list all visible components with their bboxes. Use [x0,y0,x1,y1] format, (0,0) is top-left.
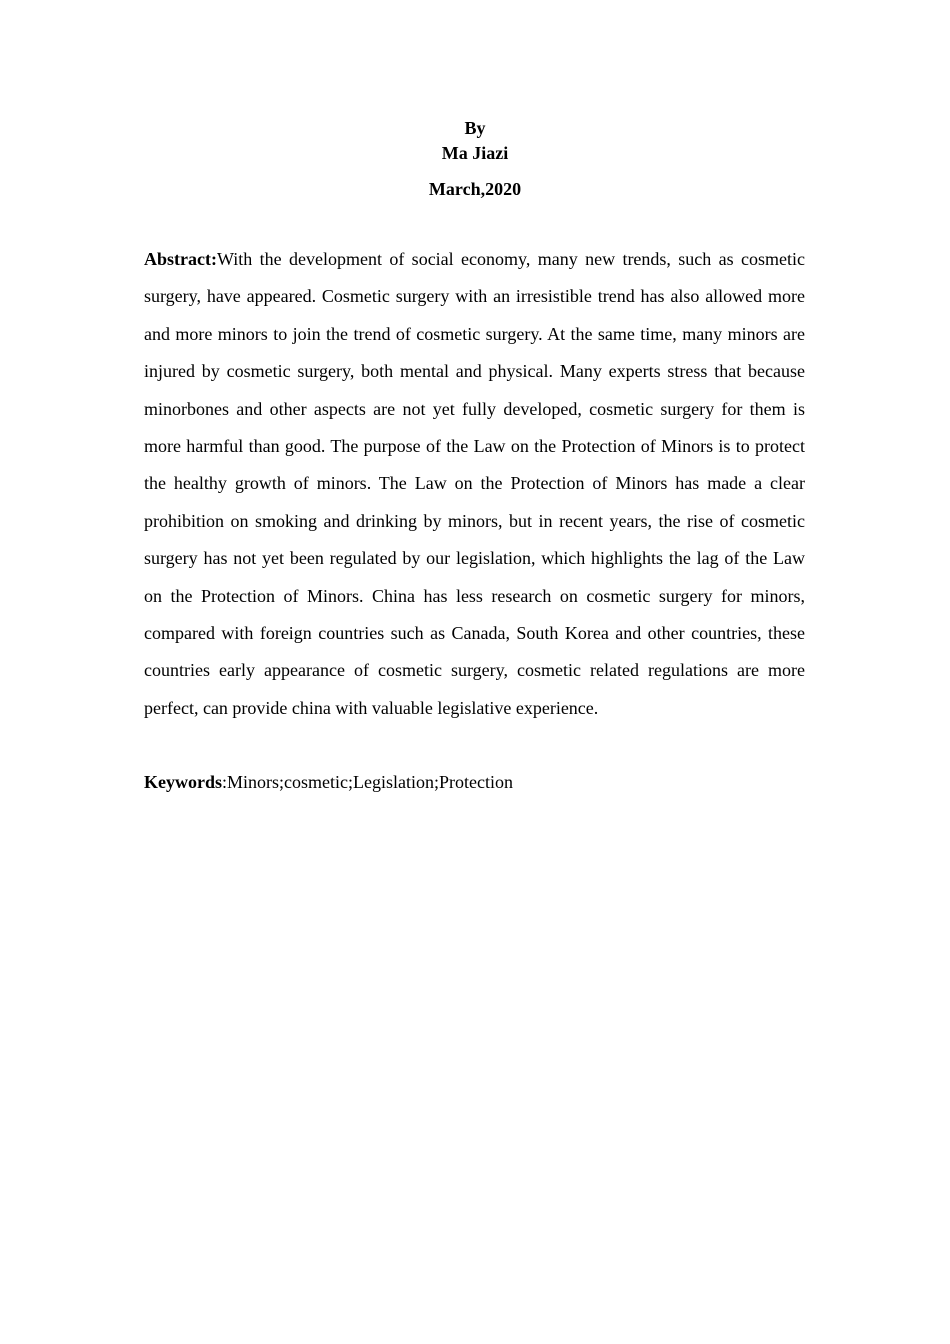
keywords-text: :Minors;cosmetic;Legislation;Protection [222,772,513,792]
keywords-line [144,770,805,795]
author-name: Ma Jiazi [441,143,509,163]
abstract-label: Abstract: [144,249,217,269]
by-label: By [464,118,486,138]
publication-date: March,2020 [428,179,522,199]
keywords-label: Keywords [144,772,222,792]
abstract-paragraph [144,241,805,727]
abstract-text: With the development of social economy, many new trends, such as cosmetic surgery, have appeared. Cosmetic surgery with an irresistible trend has also allowed more and more minors to join the trend of cosmetic surgery. At the same time, many minors are injured by cosmetic surgery, both mental and physical. Many experts stress that because minorbones and other aspects are not yet fully developed, cosmetic surgery for them is more harmful than good. The purpose of the Law on the Protection of Minors is to protect the healthy growth of minors. The Law on the Protection of Minors has made a clear prohibition on smoking and drinking by minors, but in recent years, the rise of cosmetic surgery has not yet been regulated by our legislation, which highlights the lag of the Law on the Protection of Minors. China has less research on cosmetic surgery for minors, compared with foreign countries such as Canada, South Korea and other countries, these countries early appearance of cosmetic surgery, cosmetic related regulations are more perfect, can provide china with valuable legislative experience. [144,249,805,718]
